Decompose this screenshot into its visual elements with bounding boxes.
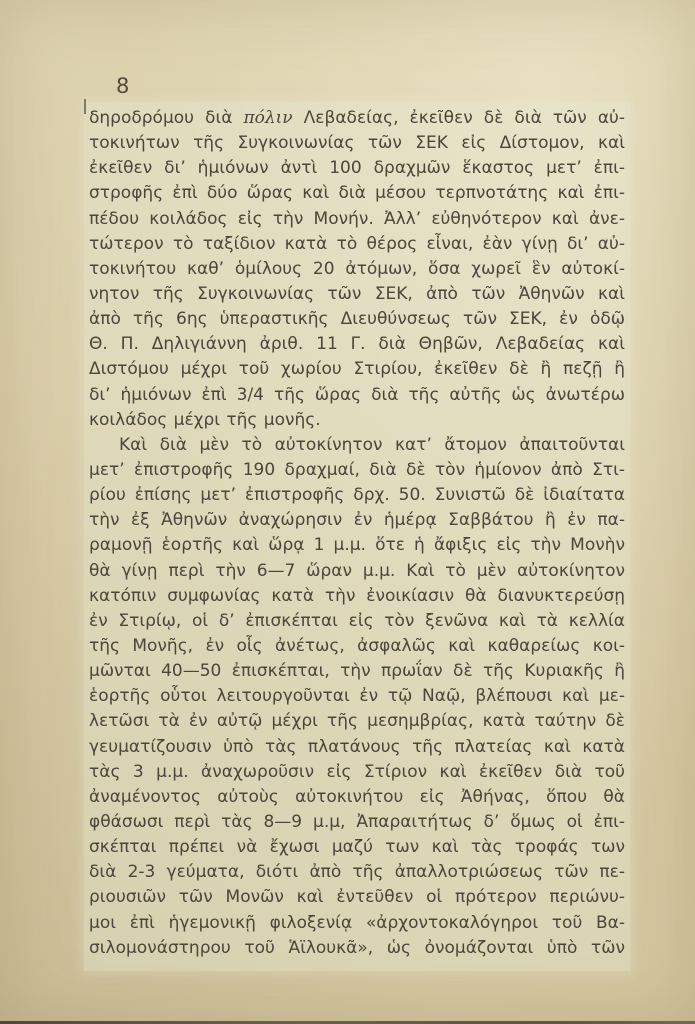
text-line: ριουσιῶν τῶν Μονῶν καὶ ἐντεῦθεν οἱ πρότερον περιώνυ- [89,887,625,908]
text-block [84,102,630,971]
text-line: Καὶ διὰ μὲν τὸ αὐτοκίνητον κατ’ ἄτομον ἀπαιτοῦνται [119,434,625,455]
text-line: ραμονῇ ἑορτῆς καὶ ὥρᾳ 1 μ.μ. ὅτε ἡ ἄφιξις εἰς τὴν Μονὴν [89,535,625,556]
paragraph-1-rest [89,131,625,433]
text-line: τοκινήτων τῆς Συγκοινωνίας τῶν ΣΕΚ εἰς Δίστομον, καὶ [89,133,625,154]
text-line: φθάσωσι περὶ τὰς 8—9 μ.μ, Ἀπαραιτήτως δ’ ὅμως οἱ ἐπι- [89,811,625,832]
text-line: κοιλάδος μέχρι τῆς μονῆς. [89,409,321,430]
page-number: 8 [116,74,131,98]
text-line: μετ’ ἐπιστροφῆς 190 δραχμαί, διὰ δὲ τὸν ἡμίονον ἀπὸ Στι- [89,459,625,480]
text-line: μοι ἐπὶ ἡγεμονικῇ φιλοξενίᾳ «ἀρχοντοκαλόγηροι τοῦ Βα- [89,912,625,933]
text-line: δι’ ἡμιόνων ἐπὶ 3/4 τῆς ὥρας διὰ τῆς αὐτῆς ὡς ἀνωτέρω [89,384,625,405]
paragraph-1 [89,106,625,433]
text-line: ἐν Στιρίῳ, οἱ δ’ ἐπισκέπται εἰς τὸν ξενῶνα καὶ τὰ κελλία [89,610,625,631]
line1-post: Λεβαδείας, ἐκεῖθεν δὲ διὰ τῶν αὐ- [292,108,625,128]
text-line: Θ. Π. Δηλιγιάννη ἀριθ. 11 Γ. διὰ Θηβῶν, Λεβαδείας καὶ [89,334,625,355]
text-line: Διστόμου μέχρι τοῦ χωρίου Στιρίου, ἐκεῖθεν δὲ ἢ πεζῇ ἢ [89,359,625,380]
text-line: τοκινήτου καθ’ ὁμίλους 20 ἀτόμων, ὅσα χωρεῖ ἓν αὐτοκί- [89,258,625,279]
text-line: ρίου ἐπίσης μετ’ ἐπιστροφῆς δρχ. 50. Συνιστῶ δὲ ἰδιαίτατα [89,485,625,506]
text-line: σκέπται πρέπει νὰ ἔχωσι μαζύ των καὶ τὰς τροφάς των [89,837,625,858]
italic-word: πόλιν [243,108,293,128]
text-line: ἀπὸ τῆς 6ης ὑπεραστικῆς Διευθύνσεως τῶν ΣΕΚ, ἐν ὁδῷ [89,309,625,330]
text-line: λετῶσι τὰ ἐν αὐτῷ μέχρι τῆς μεσημβρίας, κατὰ ταύτην δὲ [89,711,625,732]
text-line: πέδου κοιλάδος εἰς τὴν Μονήν. Ἀλλ’ εὐθηνότερον καὶ ἀνε- [89,208,625,229]
text-line: ἑορτῆς οὗτοι λειτουργοῦνται ἐν τῷ Ναῷ, βλέπουσι καὶ με- [89,686,625,707]
text-line: ἐκεῖθεν δι’ ἡμιόνων ἀντὶ 100 δραχμῶν ἕκαστος μετ’ ἐπι- [89,158,625,179]
text-line: διὰ 2-3 γεύματα, διότι ἀπὸ τῆς ἀπαλλοτριώσεως τῶν πε- [89,862,625,883]
text-line: κατόπιν συμφωνίας κατὰ τὴν ἐνοικίασιν θὰ διανυκτερεύσῃ [89,585,625,606]
text-line: μῶνται 40—50 ἐπισκέπται, τὴν πρωΐαν δὲ τῆς Κυριακῆς ἢ [89,661,625,682]
text-line: τῆς Μονῆς, ἐν οἷς ἀνέτως, ἀσφαλῶς καὶ καθαρείως κοι- [89,635,625,656]
scan-artifact-tick [84,99,86,114]
text-line: τώτερον τὸ ταξίδιον κατὰ τὸ θέρος εἶναι, ἐὰν γίνῃ δι’ αὐ- [89,233,625,254]
line1-pre: δηροδρόμου διὰ [89,108,244,128]
text-line: θὰ γίνῃ περὶ τὴν 6—7 ὥραν μ.μ. Καὶ τὸ μὲν αὐτοκίνητον [89,560,625,581]
text-line: σιλομονάστηρου τοῦ Ἁϊλουκᾶ», ὡς ὀνομάζονται ὑπὸ τῶν [89,937,625,958]
text-line: στροφῆς ἐπὶ δύο ὥρας καὶ διὰ μέσου τερπνοτάτης καὶ ἐπι- [89,183,625,204]
text-line: ἀναμένοντος αὐτοὺς αὐτοκινήτου εἰς Ἀθήνας, ὅπου θὰ [89,786,625,807]
text-line: τὰς 3 μ.μ. ἀναχωροῦσιν εἰς Στίριον καὶ ἐκεῖθεν διὰ τοῦ [89,761,625,782]
paragraph-2 [89,433,625,961]
text-line: τὴν ἐξ Ἀθηνῶν ἀναχώρησιν ἐν ἡμέρᾳ Σαββάτου ἢ ἐν πα- [89,510,625,531]
text-line: νητον τῆς Συγκοινωνίας τῶν ΣΕΚ, ἀπὸ τῶν Ἀθηνῶν καὶ [89,283,625,304]
text-line: γευματίζουσιν ὑπὸ τὰς πλατάνους τῆς πλατείας καὶ κατὰ [89,736,625,757]
text-line-first [89,106,625,131]
